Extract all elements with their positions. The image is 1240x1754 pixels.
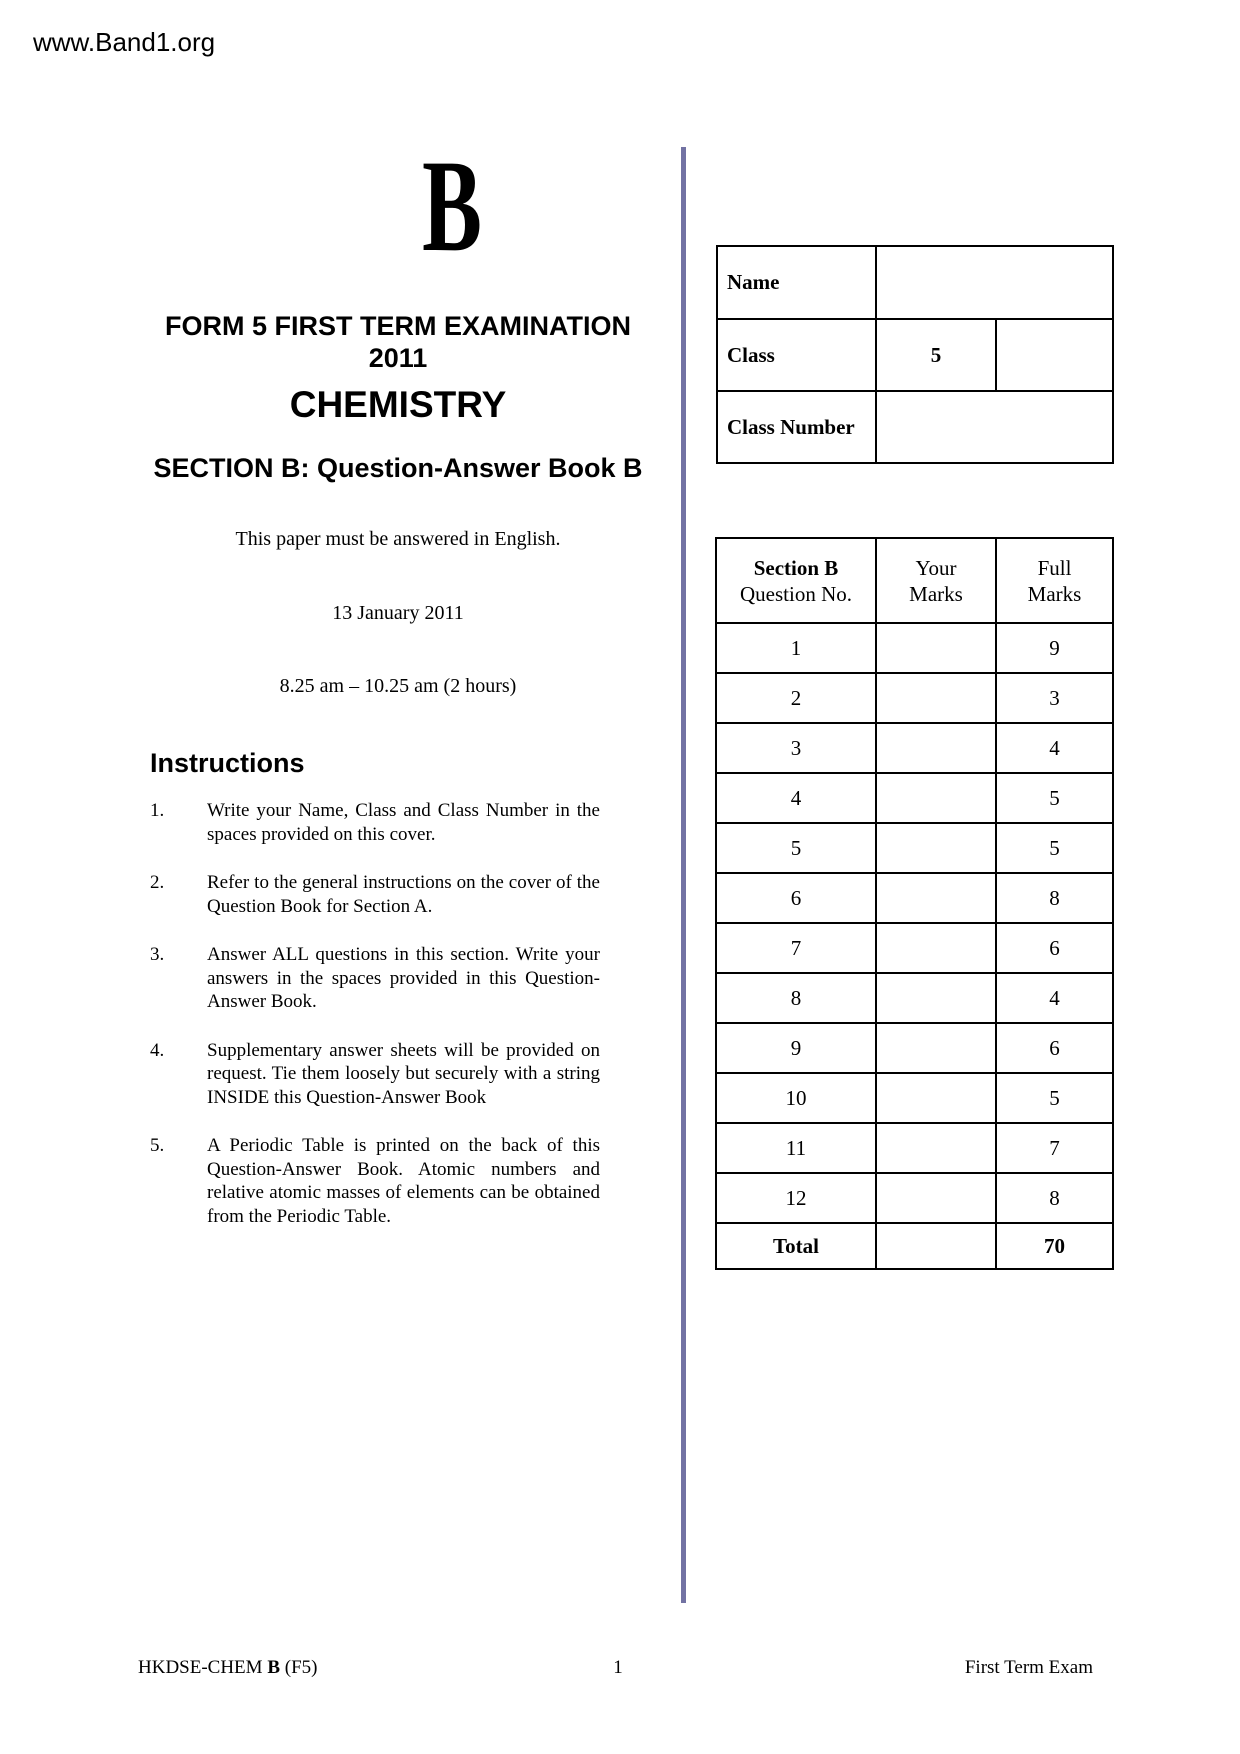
- your-marks-cell: [876, 973, 996, 1023]
- your-marks-cell: [876, 1073, 996, 1123]
- question-number: 2: [716, 673, 876, 723]
- marks-table: [715, 537, 1114, 1270]
- your-marks-cell: [876, 923, 996, 973]
- full-marks-line1: Full: [1037, 555, 1072, 580]
- marks-row: [716, 823, 1113, 873]
- question-number: 5: [716, 823, 876, 873]
- marks-row: [716, 1123, 1113, 1173]
- your-marks-line1: Your: [915, 555, 957, 580]
- your-marks-cell: [876, 1173, 996, 1223]
- table-row: [717, 246, 1113, 319]
- full-marks-value: 4: [996, 973, 1113, 1023]
- your-marks-cell: [876, 873, 996, 923]
- full-marks-header: [996, 538, 1113, 623]
- instruction-number: 4.: [150, 1039, 165, 1061]
- book-letter-glyph: B: [422, 132, 482, 279]
- marks-row: [716, 773, 1113, 823]
- question-number: 9: [716, 1023, 876, 1073]
- full-marks-value: 6: [996, 1023, 1113, 1073]
- exam-time: 8.25 am – 10.25 am (2 hours): [279, 675, 517, 697]
- watermark-url: www.Band1.org: [33, 27, 216, 57]
- full-marks-value: 9: [996, 623, 1113, 673]
- footer-right-text: First Term Exam: [964, 1657, 1093, 1678]
- instruction-number: 5.: [150, 1135, 165, 1156]
- class-extra-cell: [996, 319, 1113, 391]
- your-marks-cell: [876, 723, 996, 773]
- class-value-cell: 5: [876, 319, 996, 391]
- document-code-prefix: HKDSE-CHEM: [138, 1657, 268, 1678]
- instruction-item: [150, 1134, 600, 1228]
- instruction-text: A Periodic Table is printed on the back of this Question-Answer Book. Atomic numbers and relative atomic masses of elements can be obtained from the Periodic Table.: [207, 1135, 600, 1227]
- book-letter: [396, 130, 508, 282]
- exam-title: FORM 5 FIRST TERM EXAMINATION 2011: [165, 311, 631, 373]
- marks-row: [716, 1023, 1113, 1073]
- question-no-header: [716, 538, 876, 623]
- instructions-list: [150, 799, 600, 1253]
- your-marks-cell: [876, 773, 996, 823]
- your-marks-cell: [876, 1023, 996, 1073]
- instruction-item: [150, 799, 600, 846]
- your-marks-header: [876, 538, 996, 623]
- marks-row: [716, 873, 1113, 923]
- instruction-text: Supplementary answer sheets will be provided on request. Tie them loosely but securely with a string INSIDE this Question-Answer Book: [207, 1039, 600, 1108]
- full-marks-value: 8: [996, 1173, 1113, 1223]
- your-marks-cell: [876, 673, 996, 723]
- marks-row: [716, 1173, 1113, 1223]
- question-number: 11: [716, 1123, 876, 1173]
- question-number: 4: [716, 773, 876, 823]
- full-marks-value: 8: [996, 873, 1113, 923]
- instruction-item: [150, 1039, 600, 1110]
- instruction-number: 3.: [150, 944, 165, 965]
- name-label: Name: [717, 246, 876, 319]
- marks-row: [716, 973, 1113, 1023]
- exam-date: 13 January 2011: [332, 602, 464, 624]
- instructions-heading: Instructions: [150, 748, 305, 778]
- total-your-marks-cell: [876, 1223, 996, 1269]
- your-marks-cell: [876, 1123, 996, 1173]
- total-full-marks: 70: [996, 1223, 1113, 1269]
- table-row: [717, 391, 1113, 463]
- vertical-divider: [681, 147, 686, 1603]
- question-number: 8: [716, 973, 876, 1023]
- marks-table-header-row: [716, 538, 1113, 623]
- class-label: Class: [717, 319, 876, 391]
- table-row: [717, 319, 1113, 391]
- marks-row: [716, 923, 1113, 973]
- question-number: 3: [716, 723, 876, 773]
- question-number: 12: [716, 1173, 876, 1223]
- document-code-suffix: (F5): [280, 1657, 318, 1678]
- instruction-text: Write your Name, Class and Class Number in the spaces provided on this cover.: [207, 800, 600, 845]
- instruction-item: [150, 871, 600, 918]
- full-marks-value: 5: [996, 823, 1113, 873]
- page-number: 1: [613, 1657, 623, 1678]
- your-marks-cell: [876, 623, 996, 673]
- section-title: SECTION B: Question-Answer Book B: [153, 453, 643, 483]
- instruction-text: Answer ALL questions in this section. Write your answers in the spaces provided in this Question-Answer Book.: [207, 944, 600, 1012]
- instruction-item: [150, 943, 600, 1014]
- class-number-value-cell: [876, 391, 1113, 463]
- subject-title: CHEMISTRY: [289, 384, 507, 425]
- document-code-book: B: [267, 1657, 280, 1678]
- question-number: 7: [716, 923, 876, 973]
- full-marks-line2: Marks: [1027, 581, 1082, 606]
- instruction-number: 1.: [150, 800, 165, 821]
- your-marks-cell: [876, 823, 996, 873]
- question-number: 6: [716, 873, 876, 923]
- marks-row: [716, 1073, 1113, 1123]
- student-info-table: [716, 245, 1114, 464]
- marks-row: [716, 723, 1113, 773]
- document-code: [138, 1656, 317, 1679]
- instruction-number: 2.: [150, 872, 165, 893]
- marks-row: [716, 673, 1113, 723]
- full-marks-value: 5: [996, 1073, 1113, 1123]
- question-no-header-line2: Question No.: [740, 581, 852, 606]
- instruction-text: Refer to the general instructions on the cover of the Question Book for Section A.: [207, 872, 600, 917]
- full-marks-value: 6: [996, 923, 1113, 973]
- language-note: This paper must be answered in English.: [235, 528, 561, 550]
- question-number: 1: [716, 623, 876, 673]
- full-marks-value: 4: [996, 723, 1113, 773]
- class-number-label: Class Number: [717, 391, 876, 463]
- section-b-header: Section B: [753, 555, 839, 580]
- total-label: Total: [716, 1223, 876, 1269]
- marks-row: [716, 623, 1113, 673]
- your-marks-line2: Marks: [909, 581, 963, 606]
- full-marks-value: 5: [996, 773, 1113, 823]
- name-value-cell: [876, 246, 1113, 319]
- full-marks-value: 3: [996, 673, 1113, 723]
- marks-total-row: [716, 1223, 1113, 1269]
- full-marks-value: 7: [996, 1123, 1113, 1173]
- question-number: 10: [716, 1073, 876, 1123]
